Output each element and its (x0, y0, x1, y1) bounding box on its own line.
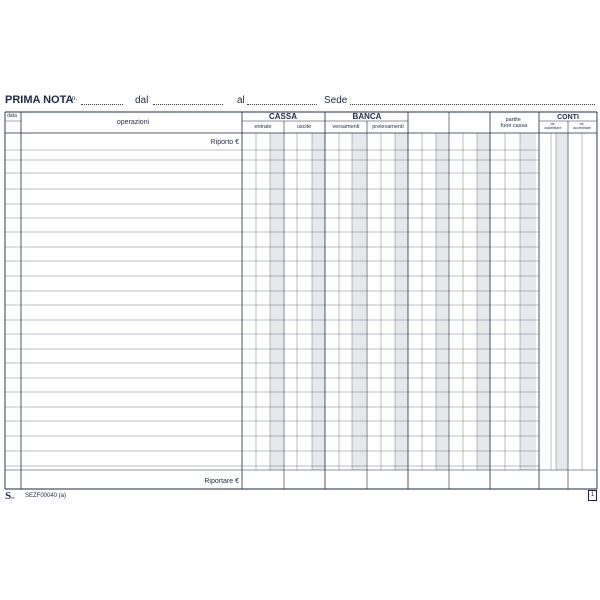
form-code: SEZF00040 (a) (25, 493, 67, 499)
col-bank-header: BANCA (352, 112, 382, 121)
cents-shade (477, 133, 490, 470)
cents-shade (436, 133, 449, 470)
col-to-credit-header: da accreditare (573, 122, 591, 130)
from-date-label: dal (135, 95, 149, 106)
col-cash-in-header: entrate (254, 124, 272, 130)
cents-shade (352, 133, 366, 470)
number-label: n. (72, 96, 78, 102)
col-date-header: data (7, 113, 17, 119)
col-off-cash-header: partite fuori cassa (500, 117, 528, 129)
col-bank-deposits-header: versamenti (332, 124, 360, 130)
col-operations-header: operazioni (116, 119, 150, 126)
col-cash-out-header: uscite (296, 124, 312, 130)
publisher-logo: Sse (5, 490, 15, 502)
cents-shade (556, 133, 568, 470)
page-number: 1 (588, 490, 597, 501)
col-to-debit-header: da addebitare (544, 122, 562, 130)
cents-shade (312, 133, 325, 470)
col-bank-withdrawals-header: prelevamenti (372, 124, 404, 130)
form-footer (5, 490, 597, 502)
cents-shade (395, 133, 408, 470)
carry-forward-row-label: Riportare € (204, 478, 239, 485)
carried-in-row-label: Riporto € (210, 139, 239, 146)
form-title: PRIMA NOTA (5, 94, 74, 106)
col-cash-header: CASSA (268, 112, 298, 121)
to-date-label: al (237, 95, 245, 106)
cents-shade (520, 133, 536, 470)
cents-shade (270, 133, 283, 470)
col-accounts-header: CONTI (557, 114, 579, 121)
office-label: Sede (324, 95, 348, 106)
footer-blank (540, 470, 597, 489)
